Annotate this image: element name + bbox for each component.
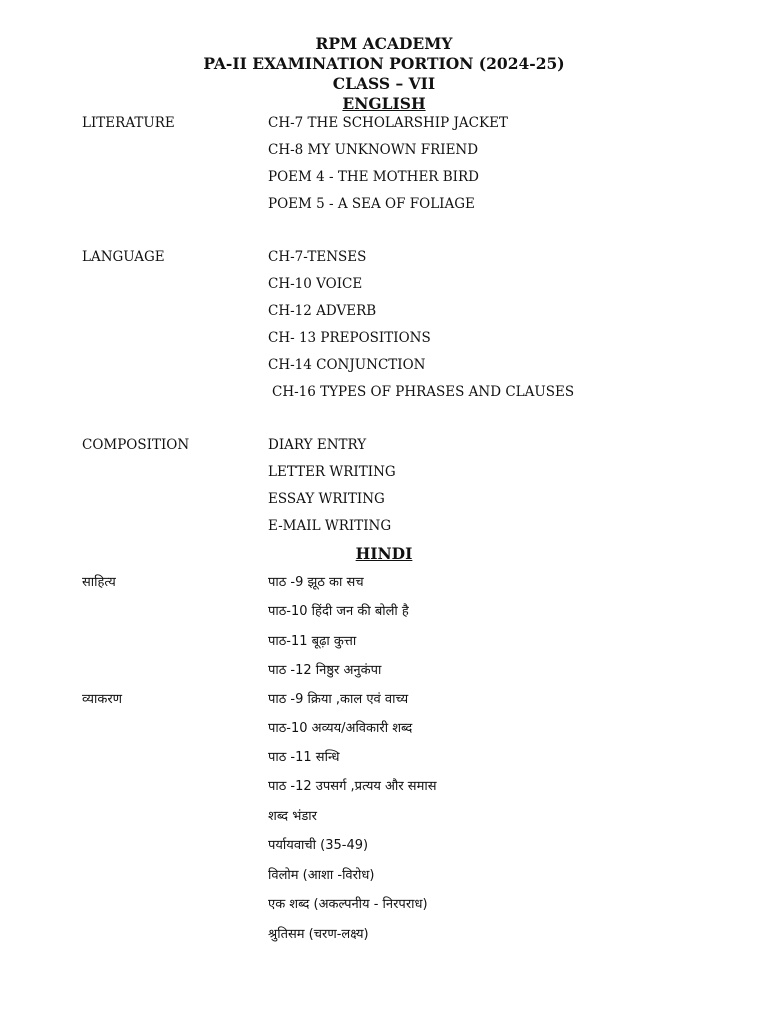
class-title: CLASS – VII [332, 74, 436, 93]
exam-title: PA-II EXAMINATION PORTION (2024-25) [203, 54, 565, 73]
composition-item: DIARY ENTRY [268, 437, 367, 453]
literature-item: CH-8 MY UNKNOWN FRIEND [268, 142, 479, 158]
english-heading: ENGLISH [342, 94, 426, 113]
literature-item: POEM 5 - A SEA OF FOLIAGE [268, 196, 475, 212]
composition-item: LETTER WRITING [268, 464, 396, 480]
vyakaran-item: एक शब्द (अकल्पनीय - निरपराध) [268, 897, 428, 912]
vyakaran-item: श्रुतिसम (चरण-लक्ष्य) [268, 927, 369, 942]
sahitya-item: पाठ-11 बूढ़ा कुत्ता [268, 634, 357, 649]
vyakaran-item: पर्यायवाची (35-49) [268, 838, 369, 853]
literature-item: POEM 4 - THE MOTHER BIRD [268, 169, 479, 185]
sahitya-item: पाठ-10 हिंदी जन की बोली है [268, 604, 409, 619]
vyakaran-item: पाठ -11 सन्धि [268, 750, 340, 765]
language-item: CH-12 ADVERB [268, 303, 377, 319]
composition-item: E-MAIL WRITING [268, 518, 392, 534]
sahitya-item: पाठ -12 निष्ठुर अनुकंपा [268, 663, 382, 678]
sahitya-item: पाठ -9 झूठ का सच [268, 575, 364, 590]
hindi-heading: HINDI [355, 544, 413, 563]
language-item: CH-7-TENSES [268, 249, 367, 265]
school-name: RPM ACADEMY [315, 34, 453, 53]
sahitya-label: साहित्य [82, 575, 116, 590]
language-item: CH-16 TYPES OF PHRASES AND CLAUSES [272, 384, 575, 400]
vyakaran-item: पाठ-10 अव्यय/अविकारी शब्द [268, 721, 413, 736]
composition-label: COMPOSITION [82, 437, 190, 453]
language-item: CH-10 VOICE [268, 276, 363, 292]
language-label: LANGUAGE [82, 249, 165, 265]
literature-item: CH-7 THE SCHOLARSHIP JACKET [268, 115, 508, 131]
composition-item: ESSAY WRITING [268, 491, 385, 507]
language-item: CH-14 CONJUNCTION [268, 357, 426, 373]
vyakaran-item: विलोम (आशा -विरोध) [268, 868, 375, 883]
literature-label: LITERATURE [82, 115, 175, 131]
vyakaran-item: शब्द भंडार [268, 809, 317, 824]
vyakaran-item: पाठ -9 क्रिया ,काल एवं वाच्य [268, 692, 409, 707]
vyakaran-label: व्याकरण [82, 692, 123, 707]
language-item: CH- 13 PREPOSITIONS [268, 330, 431, 346]
vyakaran-item: पाठ -12 उपसर्ग ,प्रत्यय और समास [268, 779, 437, 794]
